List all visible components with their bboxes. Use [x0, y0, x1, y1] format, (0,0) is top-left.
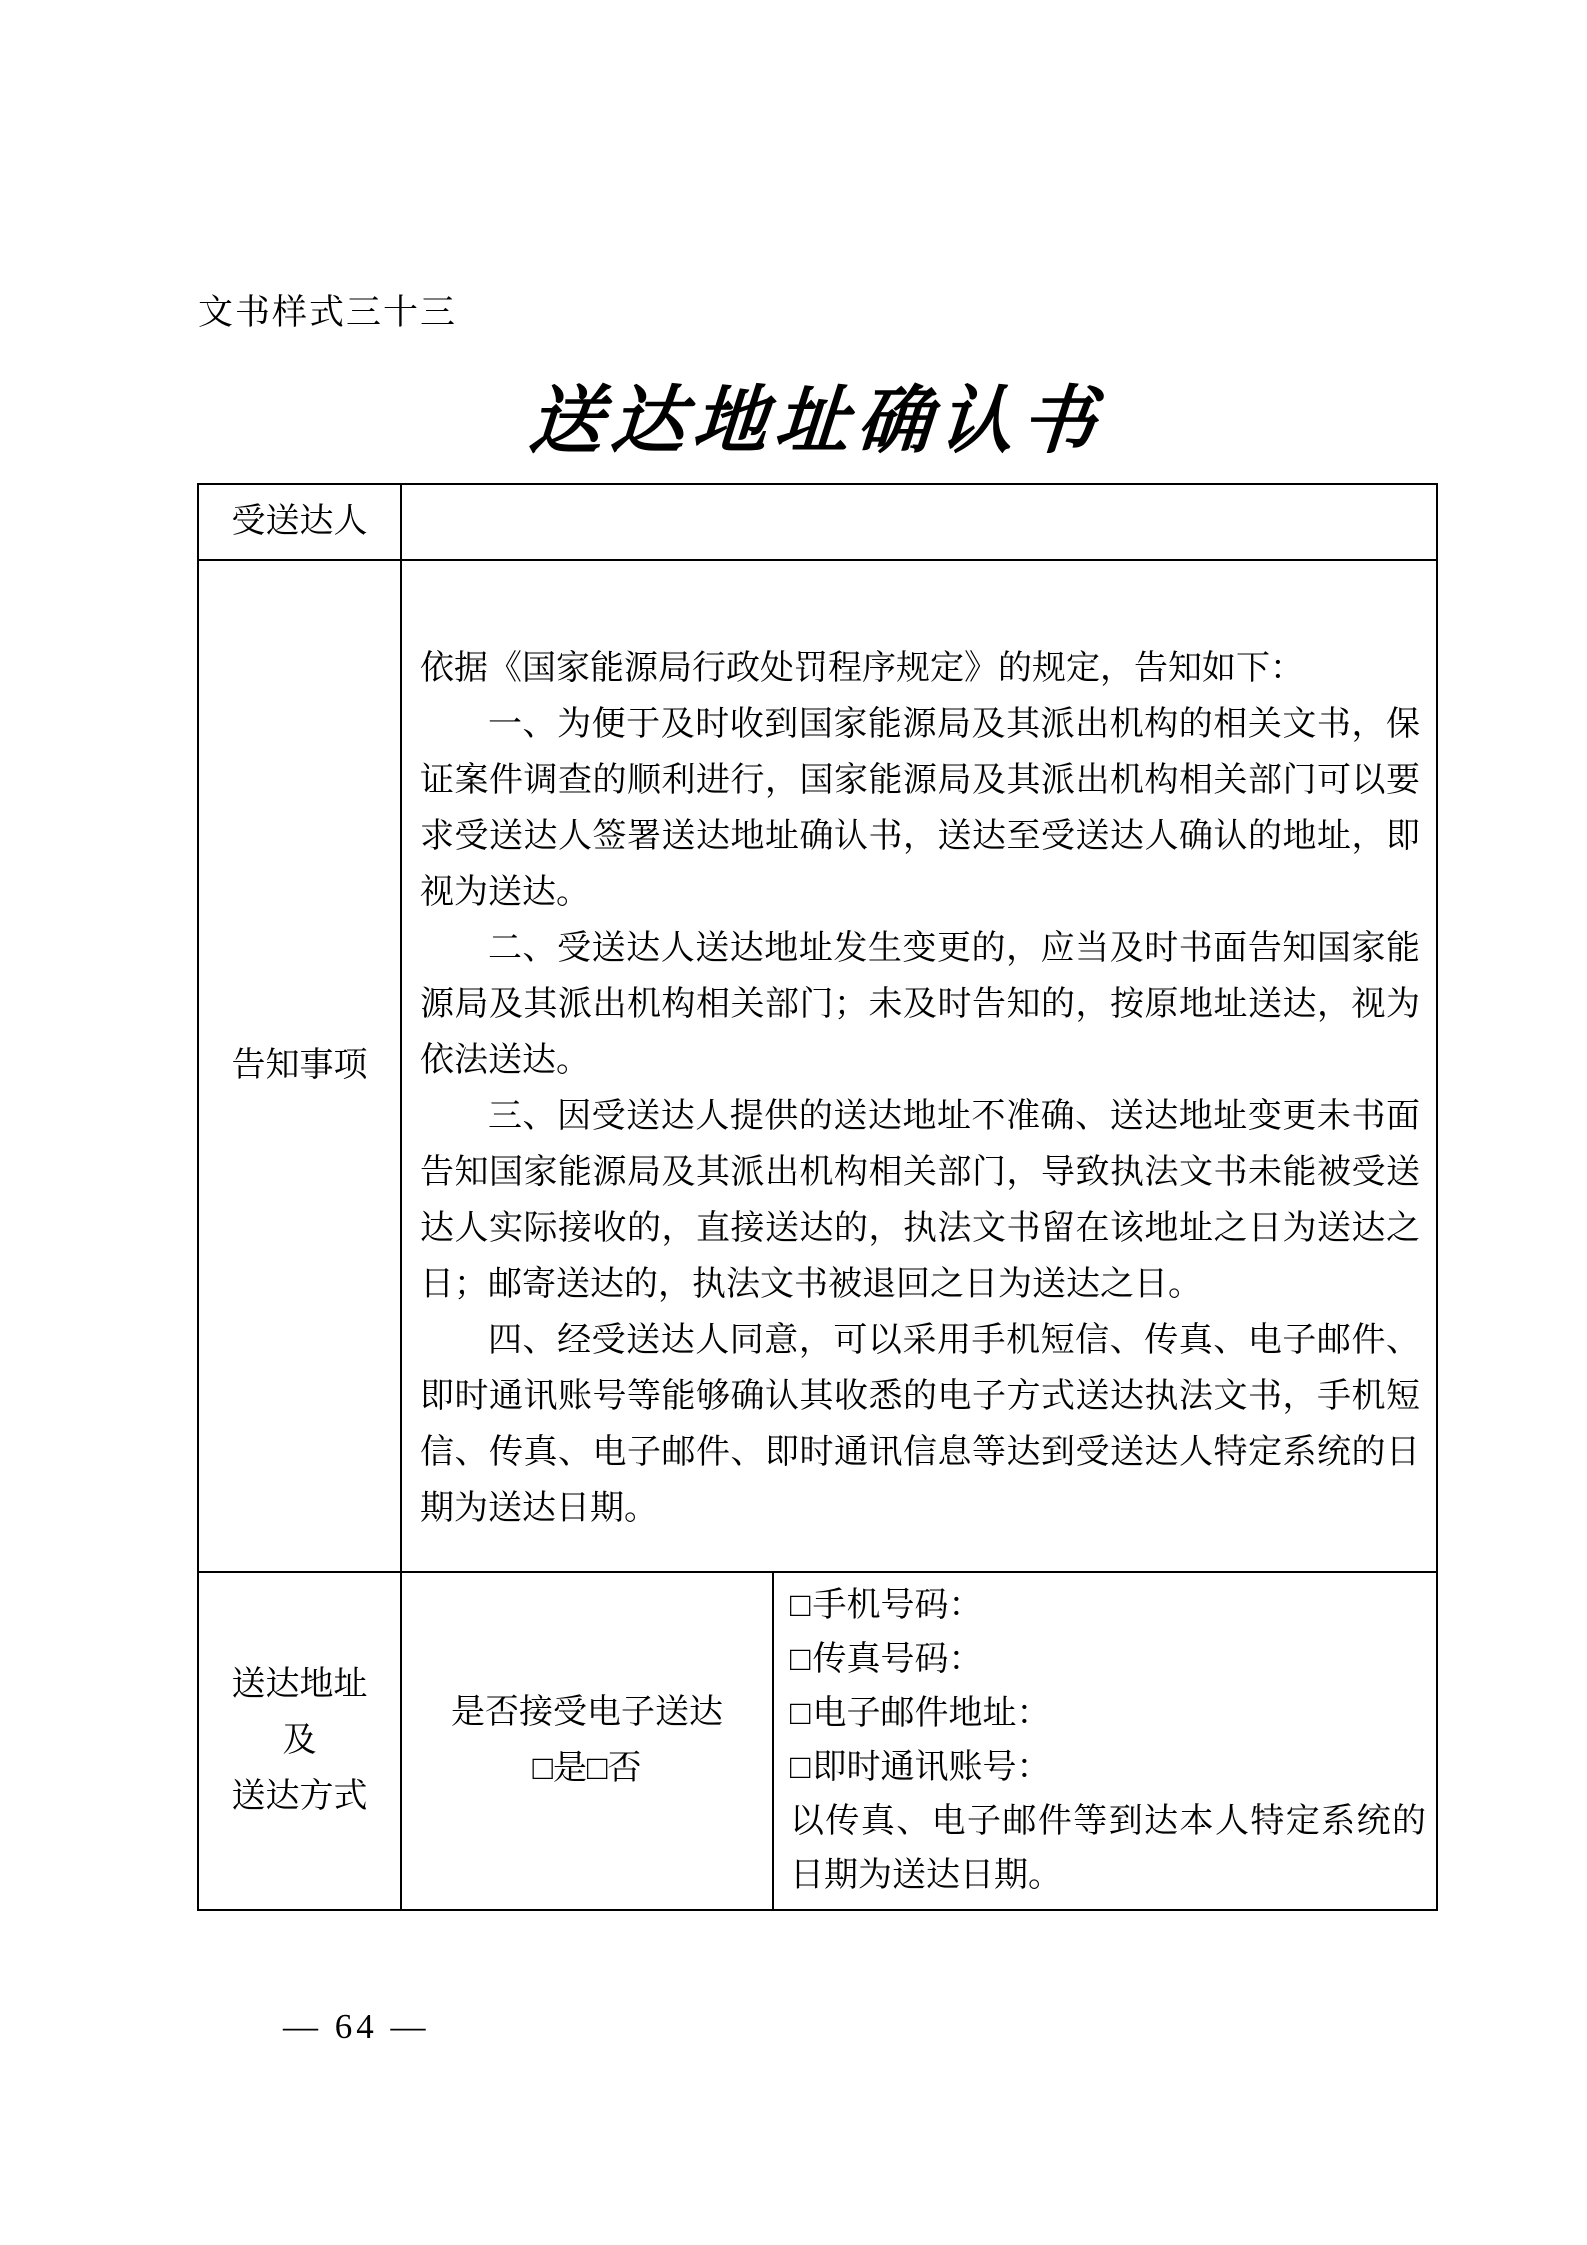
address-row: [198, 1572, 1437, 1910]
confirmation-form-table: [197, 483, 1438, 1911]
checkbox-email[interactable]: □: [790, 1695, 811, 1732]
document-sample-label: 文书样式三十三: [198, 293, 458, 332]
address-label-line-2: 及: [282, 1722, 317, 1759]
electronic-service-question: 是否接受电子送达: [451, 1694, 723, 1731]
recipient-label: 受送达人: [198, 484, 401, 560]
electronic-service-options: [410, 1741, 764, 1797]
notice-paragraph-1: 一、为便于及时收到国家能源局及其派出机构的相关文书，保证案件调查的顺利进行，国家能源局及其派出机构相关部门可以要求受送达人签署送达地址确认书，送达至受送达人确认的地址，即视为送达。: [420, 706, 1420, 911]
address-label-line-1: 送达地址: [231, 1666, 368, 1703]
notice-content: [401, 560, 1437, 1572]
channel-email-label: 电子邮件地址：: [812, 1695, 1051, 1732]
checkbox-electronic-yes[interactable]: □是: [532, 1750, 587, 1787]
channel-fax-line: [790, 1633, 1426, 1687]
notice-paragraph-2: 二、受送达人送达地址发生变更的，应当及时书面告知国家能源局及其派出机构相关部门；未及时告知的，按原地址送达，视为依法送达。: [420, 930, 1420, 1079]
recipient-value-field[interactable]: [401, 484, 1437, 560]
service-channels-cell: [773, 1572, 1437, 1910]
channel-fax-label: 传真号码：: [812, 1641, 983, 1678]
notice-paragraph-3: 三、因受送达人提供的送达地址不准确、送达地址变更未书面告知国家能源局及其派出机构相关部门，导致执法文书未能被受送达人实际接收的，直接送达的，执法文书留在该地址之日为送达之日；邮寄送达的，执法文书被退回之日为送达之日。: [420, 1098, 1420, 1303]
channel-email-line: [790, 1687, 1426, 1741]
notice-paragraph-intro: 依据《国家能源局行政处罚程序规定》的规定，告知如下：: [420, 650, 1304, 687]
notice-label: 告知事项: [198, 560, 401, 1572]
checkbox-mobile[interactable]: □: [790, 1587, 811, 1624]
channel-note: 以传真、电子邮件等到达本人特定系统的日期为送达日期。: [790, 1803, 1426, 1894]
channel-mobile-label: 手机号码：: [812, 1587, 983, 1624]
checkbox-fax[interactable]: □: [790, 1641, 811, 1678]
channel-im-label: 即时通讯账号：: [812, 1749, 1051, 1786]
notice-paragraph-4: 四、经受送达人同意，可以采用手机短信、传真、电子邮件、即时通讯账号等能够确认其收悉的电子方式送达执法文书，手机短信、传真、电子邮件、即时通讯信息等达到受送达人特定系统的日期为送达日期。: [420, 1322, 1420, 1527]
channel-mobile-line: [790, 1579, 1426, 1633]
channel-im-line: [790, 1741, 1426, 1795]
address-label: [198, 1572, 401, 1910]
checkbox-electronic-no[interactable]: □否: [587, 1750, 642, 1787]
electronic-service-cell: [401, 1572, 773, 1910]
document-title: 送达地址确认书: [526, 381, 1106, 463]
checkbox-im[interactable]: □: [790, 1749, 811, 1786]
notice-row: [198, 560, 1437, 1572]
recipient-row: [198, 484, 1437, 560]
page-number: — 64 —: [283, 2007, 430, 2046]
address-label-line-3: 送达方式: [231, 1778, 368, 1815]
